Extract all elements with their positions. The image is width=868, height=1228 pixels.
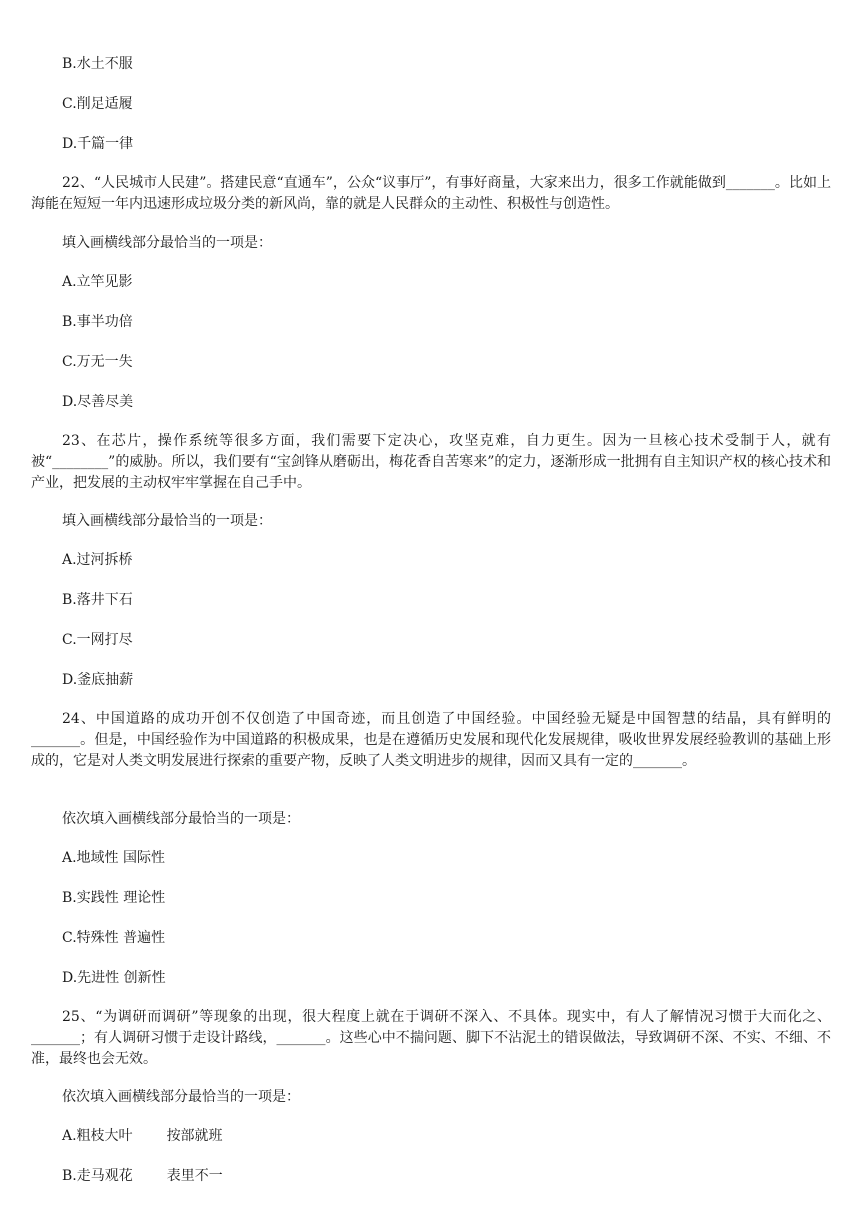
q22-option-d: D.尽善尽美 xyxy=(62,394,134,410)
q24-option-d: D.先进性 创新性 xyxy=(62,970,166,986)
q22-option-b: B.事半功倍 xyxy=(62,314,133,330)
q25-option-a-second: 按部就班 xyxy=(166,1128,223,1144)
q21-option-b: B.水土不服 xyxy=(62,56,133,72)
q25-option-b xyxy=(62,1166,223,1186)
q21-option-d: D.千篇一律 xyxy=(62,136,134,152)
q22-option-c: C.万无一失 xyxy=(62,354,133,370)
q25-option-a-first: A.粗枝大叶 xyxy=(62,1128,133,1144)
q23-option-a: A.过河拆桥 xyxy=(62,552,133,568)
q25-option-a xyxy=(62,1126,223,1146)
q22-stem: 22、“人民城市人民建”。搭建民意“直通车”，公众“议事厅”，有事好商量，大家来出力，很多工作就能做到_______。比如上海能在短短一年内迅速形成垃圾分类的新风尚，靠的就是人民群众的主动性、积极性与创造性。 xyxy=(31,175,831,212)
q25-stem: 25、“为调研而调研”等现象的出现，很大程度上就在于调研不深入、不具体。现实中，有人了解情况习惯于大而化之、_______；有人调研习惯于走设计路线，_______。这些心中不揣问题、脚下不沾泥土的错误做法，导致调研不深、不实、不细、不准，最终也会无效。 xyxy=(31,1009,831,1067)
q24-option-c: C.特殊性 普遍性 xyxy=(62,930,166,946)
q24-option-a: A.地域性 国际性 xyxy=(62,850,166,866)
q25-prompt: 依次填入画横线部分最恰当的一项是： xyxy=(62,1089,300,1105)
q21-option-c: C.削足适履 xyxy=(62,96,133,112)
q23-option-d: D.釜底抽薪 xyxy=(62,672,134,688)
q23-option-c: C.一网打尽 xyxy=(62,632,133,648)
q25-option-b-second: 表里不一 xyxy=(166,1168,223,1184)
q22-prompt: 填入画横线部分最恰当的一项是： xyxy=(62,235,272,251)
q22-option-a: A.立竿见影 xyxy=(62,274,133,290)
q23-option-b: B.落井下石 xyxy=(62,592,133,608)
q25-option-b-first: B.走马观花 xyxy=(62,1168,133,1184)
q24-prompt: 依次填入画横线部分最恰当的一项是： xyxy=(62,811,300,827)
q23-prompt: 填入画横线部分最恰当的一项是： xyxy=(62,513,272,529)
q23-stem: 23、在芯片，操作系统等很多方面，我们需要下定决心，攻坚克难，自力更生。因为一旦核心技术受制于人，就有被“________”的威胁。所以，我们要有“宝剑锋从磨砺出，梅花香自苦寒来”的定力，逐渐形成一批拥有自主知识产权的核心技术和产业，把发展的主动权牢牢掌握在自己手中。 xyxy=(31,433,831,491)
q24-stem: 24、中国道路的成功开创不仅创造了中国奇迹，而且创造了中国经验。中国经验无疑是中国智慧的结晶，具有鲜明的_______。但是，中国经验作为中国道路的积极成果，也是在遵循历史发展和现代化发展规律，吸收世界发展经验教训的基础上形成的，它是对人类文明发展进行探索的重要产物，反映了人类文明进步的规律，因而又具有一定的_______。 xyxy=(31,711,831,769)
q24-option-b: B.实践性 理论性 xyxy=(62,890,166,906)
